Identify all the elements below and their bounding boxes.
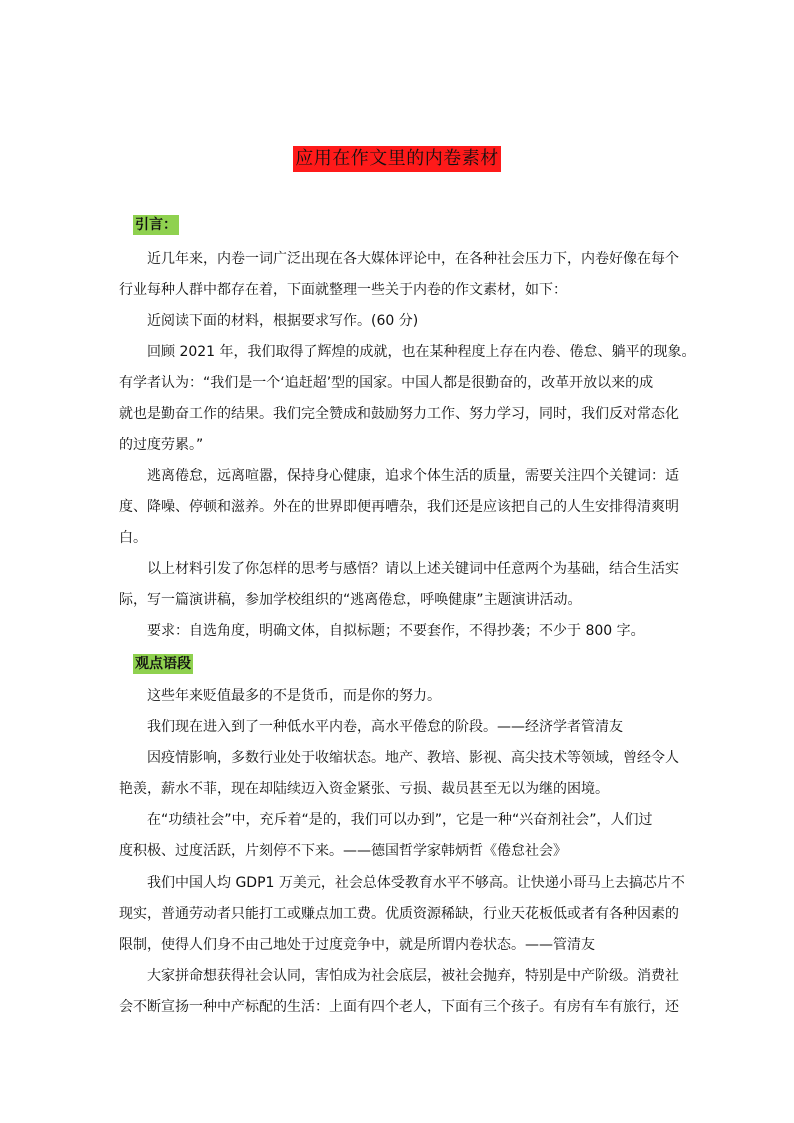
view-line: 现实，普通劳动者只能打工或赚点加工费。优质资源稀缺，行业天花板低或者有各种因素的 [119, 906, 679, 922]
intro-line: 近几年来，内卷一词广泛出现在各大媒体评论中，在各种社会压力下，内卷好像在每个 [147, 251, 679, 267]
view-line: 度积极、过度活跃，片刻停不下来。——德国哲学家韩炳哲《倦怠社会》 [119, 843, 567, 859]
intro-line: 逃离倦怠，远离喧嚣，保持身心健康，追求个体生活的质量，需要关注四个关键词：适 [147, 468, 679, 484]
intro-line: 行业每种人群中都存在着，下面就整理一些关于内卷的作文素材，如下： [119, 282, 567, 298]
document-title: 应用在作文里的内卷素材 [293, 146, 501, 172]
intro-line: 的过度劳累。” [119, 437, 204, 453]
view-line: 大家拼命想获得社会认同，害怕成为社会底层，被社会抛弃，特别是中产阶级。消费社 [147, 968, 679, 984]
intro-line: 就也是勤奋工作的结果。我们完全赞成和鼓励努力工作、努力学习，同时，我们反对常态化 [119, 406, 679, 422]
view-line: 我们中国人均 GDP1 万美元，社会总体受教育水平不够高。让快递小哥马上去搞芯片不 [147, 875, 685, 891]
intro-line: 以上材料引发了你怎样的思考与感悟？请以上述关键词中任意两个为基础，结合生活实 [147, 561, 679, 577]
intro-line: 有学者认为：“我们是一个‘追赶超’型的国家。中国人都是很勤奋的，改革开放以来的成 [119, 375, 654, 391]
intro-line: 际，写一篇演讲稿，参加学校组织的“逃离倦怠，呼唤健康”主题演讲活动。 [119, 592, 582, 608]
view-line: 这些年来贬值最多的不是货币，而是你的努力。 [147, 688, 441, 704]
intro-line: 度、降噪、停顿和滋养。外在的世界即便再嘈杂，我们还是应该把自己的人生安排得清爽明 [119, 499, 679, 515]
view-line: 因疫情影响，多数行业处于收缩状态。地产、教培、影视、高尖技术等领域，曾经令人 [147, 750, 679, 766]
intro-line: 近阅读下面的材料，根据要求写作。(60 分) [147, 313, 419, 329]
view-line: 限制，使得人们身不由己地处于过度竞争中，就是所谓内卷状态。——管清友 [119, 937, 595, 953]
title-wrap [0, 146, 794, 172]
intro-line: 白。 [119, 530, 147, 546]
view-line: 艳羡，薪水不菲，现在却陆续迈入资金紧张、亏损、裁员甚至无以为继的困境。 [119, 781, 609, 797]
intro-line: 要求：自选角度，明确文体，自拟标题；不要套作，不得抄袭；不少于 800 字。 [147, 623, 645, 639]
intro-line: 回顾 2021 年，我们取得了辉煌的成就，也在某种程度上存在内卷、倦怠、躺平的现象。 [147, 344, 696, 360]
view-line: 在“功绩社会”中，充斥着“是的，我们可以办到”，它是一种“兴奋剂社会”，人们过 [147, 812, 653, 828]
view-line: 会不断宣扬一种中产标配的生活：上面有四个老人，下面有三个孩子。有房有车有旅行，还 [119, 999, 679, 1015]
section-heading-views: 观点语段 [135, 656, 191, 672]
view-line: 我们现在进入到了一种低水平内卷，高水平倦怠的阶段。——经济学者管清友 [147, 719, 623, 735]
section-heading-intro: 引言： [135, 217, 177, 233]
